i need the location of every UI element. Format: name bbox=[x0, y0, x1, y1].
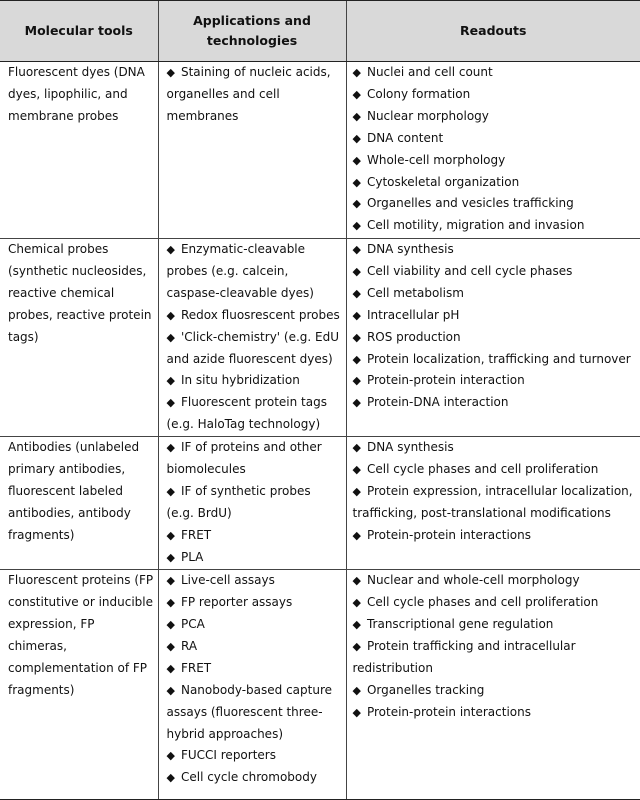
diamond-bullet-icon: ◆ bbox=[352, 617, 361, 631]
diamond-bullet-icon: ◆ bbox=[166, 617, 175, 631]
application-item-text: PCA bbox=[180, 616, 205, 631]
readout-item-text: Nuclei and cell count bbox=[366, 65, 493, 79]
diamond-bullet-icon: ◆ bbox=[352, 109, 361, 123]
readout-item bbox=[353, 636, 639, 680]
header-readouts: Readouts bbox=[346, 1, 640, 62]
readout-item-text: DNA content bbox=[366, 130, 444, 145]
application-item bbox=[167, 680, 342, 746]
readout-item bbox=[353, 392, 639, 414]
readout-item-text: Cell cycle phases and cell proliferation bbox=[366, 462, 599, 477]
readout-item bbox=[353, 84, 639, 106]
application-item-text: FRET bbox=[180, 660, 212, 675]
readout-item-text: Protein-protein interaction bbox=[366, 373, 525, 388]
application-item bbox=[167, 767, 342, 789]
diamond-bullet-icon: ◆ bbox=[166, 396, 175, 410]
application-item bbox=[167, 392, 342, 436]
application-item bbox=[167, 327, 342, 371]
applications-cell bbox=[158, 62, 346, 239]
diamond-bullet-icon: ◆ bbox=[166, 574, 175, 588]
readout-item bbox=[353, 193, 639, 215]
application-item bbox=[167, 239, 342, 305]
table-row bbox=[0, 239, 640, 437]
readout-item-text: Colony formation bbox=[366, 86, 471, 101]
readout-item-text: Nuclear morphology bbox=[366, 108, 489, 123]
readout-item-text: Cell cycle phases and cell proliferation bbox=[366, 595, 599, 610]
application-item bbox=[167, 636, 342, 658]
readout-item-text: Protein expression, intracellular localization, trafficking, post-translational modifications bbox=[352, 483, 633, 520]
diamond-bullet-icon: ◆ bbox=[166, 308, 175, 322]
readout-item-text: Cytoskeletal organization bbox=[366, 174, 520, 189]
application-item-text: FP reporter assays bbox=[180, 595, 293, 610]
readout-item-text: Whole-cell morphology bbox=[366, 152, 506, 167]
diamond-bullet-icon: ◆ bbox=[166, 484, 175, 498]
readout-item bbox=[353, 106, 639, 128]
diamond-bullet-icon: ◆ bbox=[352, 330, 361, 344]
diamond-bullet-icon: ◆ bbox=[352, 66, 361, 79]
application-item-text: RA bbox=[180, 638, 198, 653]
diamond-bullet-icon: ◆ bbox=[352, 219, 361, 233]
readout-item-text: Protein-protein interactions bbox=[366, 527, 531, 542]
diamond-bullet-icon: ◆ bbox=[352, 175, 361, 189]
readout-item bbox=[353, 327, 639, 349]
diamond-bullet-icon: ◆ bbox=[352, 596, 361, 610]
application-item bbox=[167, 370, 342, 392]
application-item bbox=[167, 525, 342, 547]
application-item-text: Nanobody-based capture assays (fluorescent three-hybrid approaches) bbox=[166, 682, 333, 741]
header-molecular-tools: Molecular tools bbox=[0, 1, 158, 62]
diamond-bullet-icon: ◆ bbox=[166, 374, 175, 388]
application-item-text: PLA bbox=[180, 549, 204, 564]
diamond-bullet-icon: ◆ bbox=[166, 550, 175, 564]
application-item-text: FRET bbox=[180, 527, 212, 542]
diamond-bullet-icon: ◆ bbox=[352, 574, 361, 588]
application-item-text: Redox fluosrescent probes bbox=[180, 307, 340, 322]
molecular-tool-cell: Fluorescent proteins (FP constitutive or inducible expression, FP chimeras, complementation of FP fragments) bbox=[0, 570, 158, 800]
application-item bbox=[167, 437, 342, 481]
readout-item bbox=[353, 525, 639, 547]
application-item-text: FUCCI reporters bbox=[180, 748, 276, 763]
molecular-tool-cell: Antibodies (unlabeled primary antibodies, fluorescent labeled antibodies, antibody fragments) bbox=[0, 437, 158, 570]
readout-item-text: Nuclear and whole-cell morphology bbox=[366, 573, 580, 588]
diamond-bullet-icon: ◆ bbox=[352, 308, 361, 322]
diamond-bullet-icon: ◆ bbox=[166, 528, 175, 542]
diamond-bullet-icon: ◆ bbox=[352, 484, 361, 498]
readout-item-text: Cell motility, migration and invasion bbox=[366, 218, 585, 233]
diamond-bullet-icon: ◆ bbox=[166, 683, 175, 697]
readout-item-text: Protein-protein interactions bbox=[366, 704, 531, 719]
table-row bbox=[0, 570, 640, 800]
readout-item-text: Cell metabolism bbox=[366, 285, 464, 300]
applications-cell bbox=[158, 437, 346, 570]
header-row bbox=[0, 1, 640, 62]
table-header bbox=[0, 1, 640, 62]
readout-item bbox=[353, 128, 639, 150]
diamond-bullet-icon: ◆ bbox=[166, 596, 175, 610]
diamond-bullet-icon: ◆ bbox=[352, 374, 361, 388]
readout-item bbox=[353, 349, 639, 371]
readout-item bbox=[353, 62, 639, 84]
readout-item-text: DNA synthesis bbox=[366, 440, 454, 455]
readout-item-text: DNA synthesis bbox=[366, 242, 454, 256]
diamond-bullet-icon: ◆ bbox=[166, 330, 175, 344]
readout-item bbox=[353, 481, 639, 525]
diamond-bullet-icon: ◆ bbox=[352, 131, 361, 145]
diamond-bullet-icon: ◆ bbox=[166, 771, 175, 785]
readout-item-text: Cell viability and cell cycle phases bbox=[366, 263, 573, 278]
diamond-bullet-icon: ◆ bbox=[352, 286, 361, 300]
readout-item bbox=[353, 459, 639, 481]
diamond-bullet-icon: ◆ bbox=[352, 264, 361, 278]
readout-item-text: Protein trafficking and intracellular redistribution bbox=[352, 638, 576, 675]
applications-cell bbox=[158, 570, 346, 800]
diamond-bullet-icon: ◆ bbox=[352, 243, 361, 256]
application-item bbox=[167, 481, 342, 525]
readout-item bbox=[353, 305, 639, 327]
readout-item bbox=[353, 592, 639, 614]
diamond-bullet-icon: ◆ bbox=[166, 243, 175, 256]
diamond-bullet-icon: ◆ bbox=[352, 528, 361, 542]
readouts-cell bbox=[346, 437, 640, 570]
readouts-cell bbox=[346, 570, 640, 800]
diamond-bullet-icon: ◆ bbox=[352, 396, 361, 410]
readouts-cell bbox=[346, 239, 640, 437]
diamond-bullet-icon: ◆ bbox=[166, 749, 175, 763]
application-item bbox=[167, 570, 342, 592]
diamond-bullet-icon: ◆ bbox=[166, 441, 175, 455]
applications-cell bbox=[158, 239, 346, 437]
application-item-text: 'Click-chemistry' (e.g. EdU and azide fluorescent dyes) bbox=[166, 329, 340, 366]
application-item bbox=[167, 614, 342, 636]
diamond-bullet-icon: ◆ bbox=[166, 661, 175, 675]
readout-item bbox=[353, 261, 639, 283]
application-item-text: Fluorescent protein tags (e.g. HaloTag technology) bbox=[166, 395, 327, 432]
application-item bbox=[167, 305, 342, 327]
readout-item-text: Protein localization, trafficking and turnover bbox=[366, 351, 631, 366]
readout-item-text: Transcriptional gene regulation bbox=[366, 616, 554, 631]
molecular-tool-cell: Chemical probes (synthetic nucleosides, reactive chemical probes, reactive protein tags) bbox=[0, 239, 158, 437]
readout-item bbox=[353, 215, 639, 237]
readout-item bbox=[353, 283, 639, 305]
molecular-tool-cell: Fluorescent dyes (DNA dyes, lipophilic, and membrane probes bbox=[0, 62, 158, 239]
application-item-text: Cell cycle chromobody bbox=[180, 770, 317, 785]
application-item-text: IF of proteins and other biomolecules bbox=[166, 440, 322, 477]
header-applications: Applications and technologies bbox=[158, 1, 346, 62]
diamond-bullet-icon: ◆ bbox=[352, 153, 361, 167]
diamond-bullet-icon: ◆ bbox=[352, 441, 361, 455]
table-row bbox=[0, 62, 640, 239]
readouts-cell bbox=[346, 62, 640, 239]
readout-item-text: Intracellular pH bbox=[366, 307, 460, 322]
readout-item bbox=[353, 570, 639, 592]
application-item-text: Enzymatic-cleavable probes (e.g. calcein, caspase-cleavable dyes) bbox=[166, 242, 314, 300]
table-body bbox=[0, 62, 640, 800]
diamond-bullet-icon: ◆ bbox=[166, 639, 175, 653]
readout-item bbox=[353, 680, 639, 702]
readout-item bbox=[353, 702, 639, 724]
diamond-bullet-icon: ◆ bbox=[352, 352, 361, 366]
application-item-text: In situ hybridization bbox=[180, 373, 300, 388]
table-row bbox=[0, 437, 640, 570]
readout-item bbox=[353, 150, 639, 172]
readout-item bbox=[353, 614, 639, 636]
diamond-bullet-icon: ◆ bbox=[352, 683, 361, 697]
application-item bbox=[167, 658, 342, 680]
application-item bbox=[167, 745, 342, 767]
readout-item bbox=[353, 437, 639, 459]
diamond-bullet-icon: ◆ bbox=[352, 87, 361, 101]
readout-item-text: Organelles and vesicles trafficking bbox=[366, 196, 574, 211]
application-item bbox=[167, 62, 342, 128]
readout-item-text: Organelles tracking bbox=[366, 682, 485, 697]
readout-item bbox=[353, 370, 639, 392]
diamond-bullet-icon: ◆ bbox=[352, 705, 361, 719]
application-item-text: IF of synthetic probes (e.g. BrdU) bbox=[166, 483, 311, 520]
diamond-bullet-icon: ◆ bbox=[352, 639, 361, 653]
diamond-bullet-icon: ◆ bbox=[166, 66, 175, 79]
readout-item bbox=[353, 239, 639, 261]
readout-item bbox=[353, 172, 639, 194]
application-item bbox=[167, 547, 342, 569]
application-item-text: Live-cell assays bbox=[180, 573, 275, 588]
diamond-bullet-icon: ◆ bbox=[352, 197, 361, 211]
application-item bbox=[167, 592, 342, 614]
readout-item-text: Protein-DNA interaction bbox=[366, 395, 509, 410]
application-item-text: Staining of nucleic acids, organelles and cell membranes bbox=[166, 65, 331, 123]
diamond-bullet-icon: ◆ bbox=[352, 463, 361, 477]
readout-item-text: ROS production bbox=[366, 329, 461, 344]
